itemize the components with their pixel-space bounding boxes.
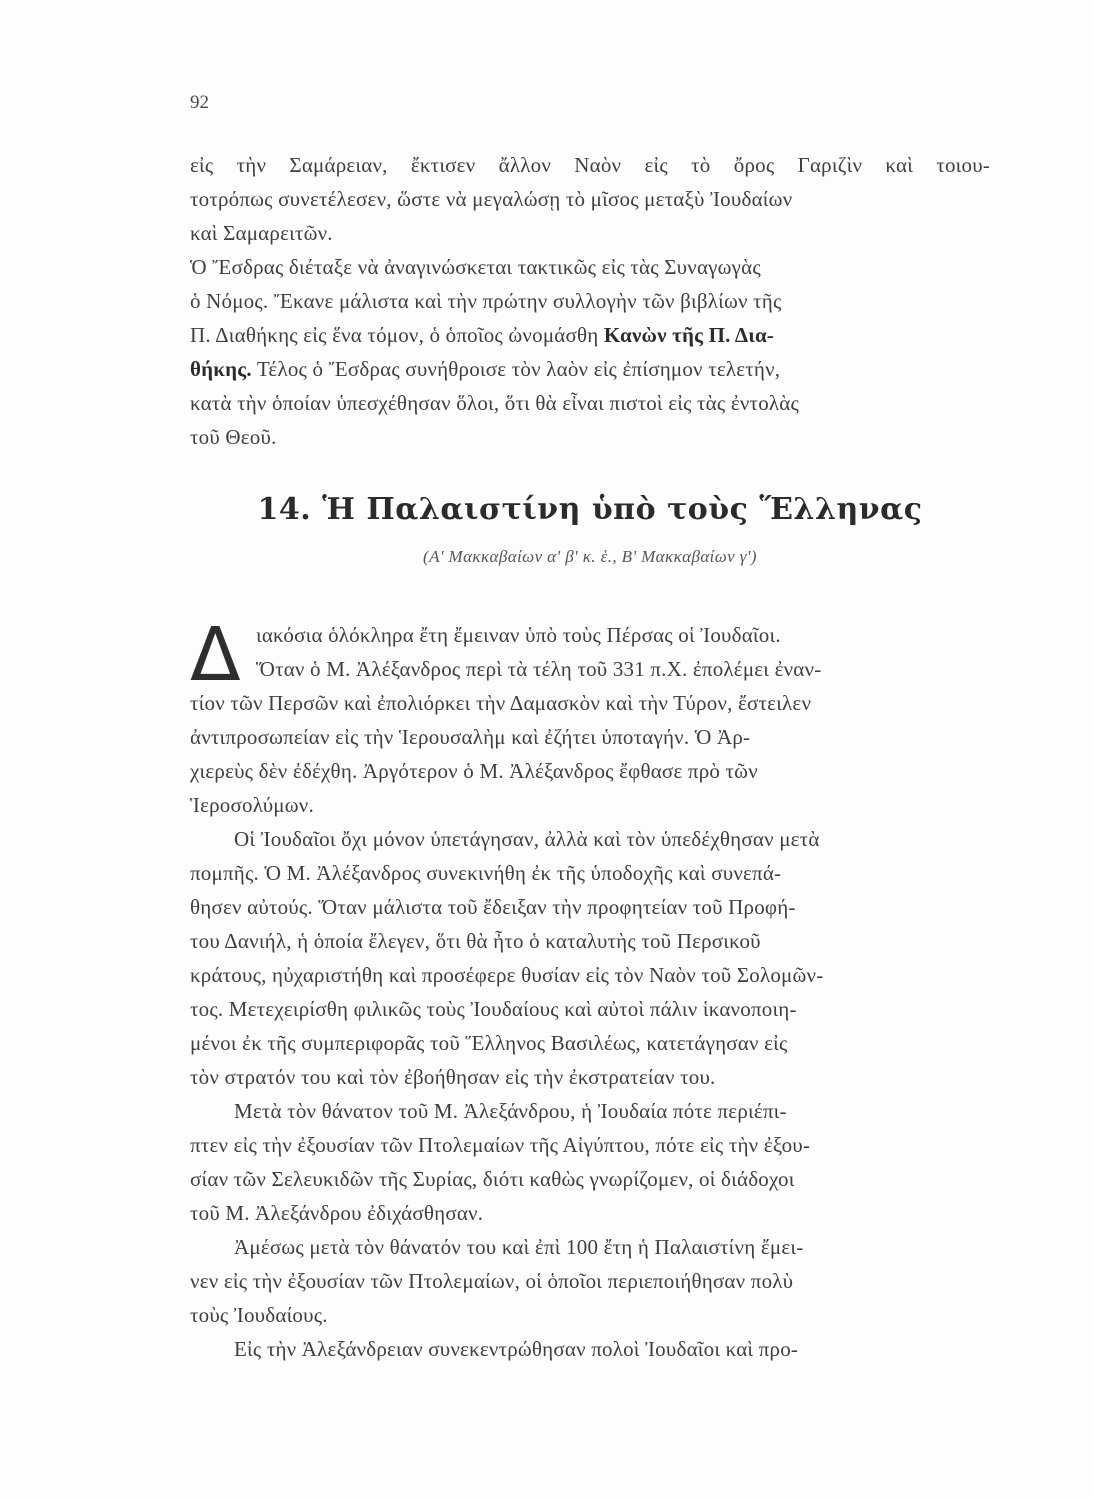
page-number: 92: [190, 92, 209, 113]
text-line: [190, 354, 990, 384]
text-line: τοὺς Ἰουδαίους.: [190, 1303, 328, 1327]
drop-cap: Δ: [190, 612, 241, 698]
text-line: σίαν τῶν Σελευκιδῶν τῆς Συρίας, διότι καθὼς γνωρίζομεν, οἱ διάδοχοι: [190, 1167, 795, 1191]
text-line: Ἱεροσολύμων.: [190, 793, 314, 817]
text-line: Εἰς τὴν Ἀλεξάνδρειαν συνεκεντρώθησαν πολοὶ Ἰουδαῖοι καὶ προ-: [234, 1337, 799, 1361]
text-line: τοῦ Μ. Ἀλεξάνδρου ἐδιχάσθησαν.: [190, 1201, 484, 1225]
text-line: θησεν αὐτούς. Ὅταν μάλιστα τοῦ ἔδειξαν τὴν προφητείαν τοῦ Προφή-: [190, 895, 796, 919]
text-line: ιακόσια ὁλόκληρα ἔτη ἔμειναν ὑπὸ τοὺς Πέρσας οἱ Ἰουδαῖοι.: [256, 623, 781, 647]
bold-term: Κανὼν τῆς Π. Δια-: [603, 323, 775, 347]
text-line: εἰς τὴν Σαμάρειαν, ἔκτισεν ἄλλον Ναὸν εἰς τὸ ὄρος Γαριζὶν καὶ τοιου-: [190, 153, 990, 177]
text-segment: Τέλος ὁ Ἔσδρας συνήθροισε τὸν λαὸν εἰς ἐπίσημον τελετήν,: [251, 357, 781, 381]
text-line: καὶ Σαμαρειτῶν.: [190, 221, 333, 245]
text-line: τοῦ Θεοῦ.: [190, 425, 277, 449]
text-line: πομπῆς. Ὁ Μ. Ἀλέξανδρος συνεκινήθη ἐκ τῆς ὑποδοχῆς καὶ συνεπά-: [190, 861, 782, 885]
text-line: πτεν εἰς τὴν ἐξουσίαν τῶν Πτολεμαίων τῆς Αἰγύπτου, πότε εἰς τὴν ἐξου-: [190, 1133, 811, 1157]
text-line: [190, 320, 990, 350]
text-line: νεν εἰς τὴν ἐξουσίαν τῶν Πτολεμαίων, οἱ ὁποῖοι περιεποιήθησαν πολὺ: [190, 1269, 794, 1293]
text-line: Ἀμέσως μετὰ τὸν θάνατόν του καὶ ἐπὶ 100 ἔτη ἡ Παλαιστίνη ἔμει-: [234, 1235, 804, 1259]
bold-term: θήκης.: [190, 357, 252, 381]
text-line: τοτρόπως συνετέλεσεν, ὥστε νὰ μεγαλώσῃ τὸ μῖσος μεταξὺ Ἰουδαίων: [190, 187, 793, 211]
text-segment: Π. Διαθήκης εἰς ἕνα τόμον, ὁ ὁποῖος ὠνομάσθη: [190, 323, 604, 347]
section-reference: (Α' Μακκαβαίων α' β' κ. ἑ., Β' Μακκαβαίων γ'): [423, 547, 757, 566]
text-line: του Δανιήλ, ἡ ὁποία ἔλεγεν, ὅτι θὰ ἦτο ὁ καταλυτὴς τοῦ Περσικοῦ: [190, 929, 761, 953]
text-line: ἀντιπροσωπείαν εἰς τὴν Ἱερουσαλὴμ καὶ ἐζήτει ὑποταγήν. Ὁ Ἀρ-: [190, 725, 751, 749]
text-line: μένοι ἐκ τῆς συμπεριφορᾶς τοῦ Ἕλληνος Βασιλέως, κατετάγησαν εἰς: [190, 1031, 788, 1055]
text-line: ὁ Νόμος. Ἔκανε μάλιστα καὶ τὴν πρώτην συλλογὴν τῶν βιβλίων τῆς: [190, 289, 782, 313]
text-line: Ὁ Ἔσδρας διέταξε νὰ ἀναγινώσκεται τακτικῶς εἰς τὰς Συναγωγὰς: [190, 255, 761, 279]
text-line: κράτους, ηὐχαριστήθη καὶ προσέφερε θυσίαν εἰς τὸν Ναὸν τοῦ Σολομῶν-: [190, 963, 824, 987]
text-line: χιερεὺς δὲν ἐδέχθη. Ἀργότερον ὁ Μ. Ἀλέξανδρος ἔφθασε πρὸ τῶν: [190, 759, 758, 783]
text-line: Ὅταν ὁ Μ. Ἀλέξανδρος περὶ τὰ τέλη τοῦ 331 π.Χ. ἐπολέμει ἐναν-: [256, 657, 822, 681]
text-line: τίον τῶν Περσῶν καὶ ἐπολιόρκει τὴν Δαμασκὸν καὶ τὴν Τύρον, ἔστειλεν: [190, 691, 812, 715]
text-line: Μετὰ τὸν θάνατον τοῦ Μ. Ἀλεξάνδρου, ἡ Ἰουδαία πότε περιέπι-: [234, 1099, 787, 1123]
text-line: κατὰ τὴν ὁποίαν ὑπεσχέθησαν ὅλοι, ὅτι θὰ εἶναι πιστοὶ εἰς τὰς ἐντολὰς: [190, 391, 799, 415]
text-line: Οἱ Ἰουδαῖοι ὄχι μόνον ὑπετάγησαν, ἀλλὰ καὶ τὸν ὑπεδέχθησαν μετὰ: [234, 827, 820, 851]
section-title: 14. Ἡ Παλαιστίνη ὑπὸ τοὺς Ἕλληνας: [257, 492, 923, 527]
text-line: τος. Μετεχειρίσθη φιλικῶς τοὺς Ἰουδαίους καὶ αὐτοὶ πάλιν ἱκανοποιη-: [190, 997, 797, 1021]
text-line: τὸν στρατόν του καὶ τὸν ἐβοήθησαν εἰς τὴν ἐκστρατείαν του.: [190, 1065, 716, 1089]
